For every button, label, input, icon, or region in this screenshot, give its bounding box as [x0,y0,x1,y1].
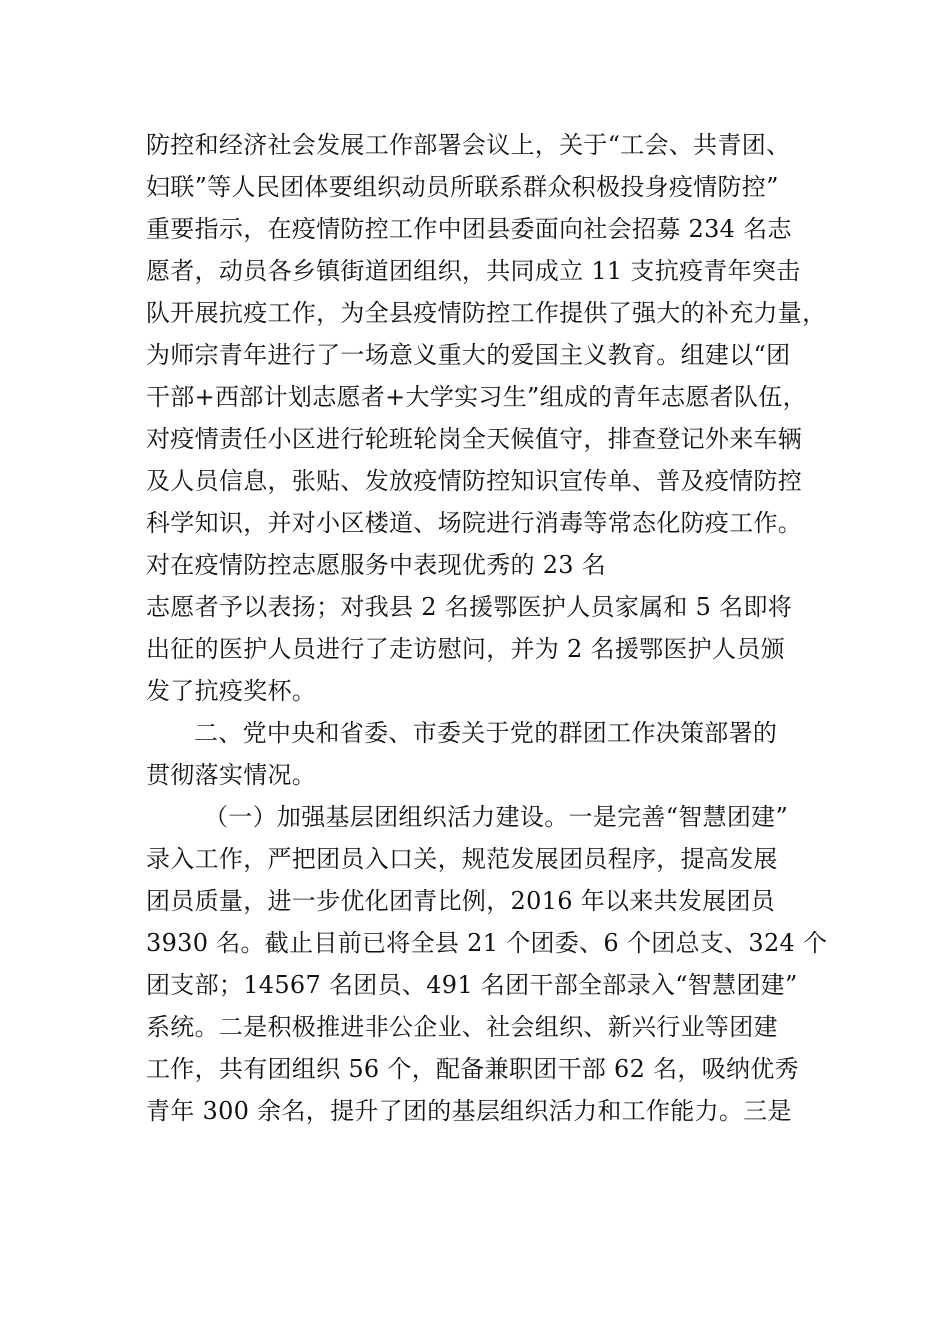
text-line: 对疫情责任小区进行轮班轮岗全天候值守，排查登记外来车辆 [146,425,803,453]
text-line: 防控和经济社会发展工作部署会议上，关于“工会、共青团、 [146,131,791,159]
body-text [146,124,846,1132]
text-line: 出征的医护人员进行了走访慰问，并为 2 名援鄂医护人员颁 [146,635,785,663]
text-line: 妇联”等人民团体要组织动员所联系群众积极投身疫情防控” [146,173,779,201]
text-line: 愿者，动员各乡镇街道团组织，共同成立 11 支抗疫青年突击 [146,257,801,285]
subsection-heading: （一）加强基层团组织活力建设。一是完善“智慧团建” [204,803,789,831]
text-line: 重要指示，在疫情防控工作中团县委面向社会招募 234 名志 [146,215,792,243]
text-line: 志愿者予以表扬；对我县 2 名援鄂医护人员家属和 5 名即将 [146,593,793,621]
text-line: 录入工作，严把团员入口关，规范发展团员程序，提高发展 [146,845,778,873]
text-line: 团支部；14567 名团员、491 名团干部全部录入“智慧团建” [146,971,798,999]
text-line: 工作，共有团组织 56 个，配备兼职团干部 62 名，吸纳优秀 [146,1055,799,1083]
text-line: 贯彻落实情况。 [146,761,317,789]
text-line: 系统。二是积极推进非公企业、社会组织、新兴行业等团建 [146,1013,778,1041]
text-line: 团员质量，进一步优化团青比例，2016 年以来共发展团员 [146,887,776,915]
text-line: 发了抗疫奖杯。 [146,677,317,705]
text-line: 干部+西部计划志愿者+大学实习生”组成的青年志愿者队伍， [146,383,807,411]
text-line: 为师宗青年进行了一场意义重大的爱国主义教育。组建以“团 [146,341,791,369]
section-heading: 二、党中央和省委、市委关于党的群团工作决策部署的 [194,719,778,747]
text-line: 青年 300 余名，提升了团的基层组织活力和工作能力。三是 [146,1097,792,1125]
text-line: 3930 名。截止目前已将全县 21 个团委、6 个团总支、324 个 [146,929,828,957]
text-line: 对在疫情防控志愿服务中表现优秀的 23 名 [146,551,607,579]
text-line: 队开展抗疫工作，为全县疫情防控工作提供了强大的补充力量， [146,299,827,327]
text-line: 及人员信息，张贴、发放疫情防控知识宣传单、普及疫情防控 [146,467,803,495]
text-line: 科学知识，并对小区楼道、场院进行消毒等常态化防疫工作。 [146,509,803,537]
